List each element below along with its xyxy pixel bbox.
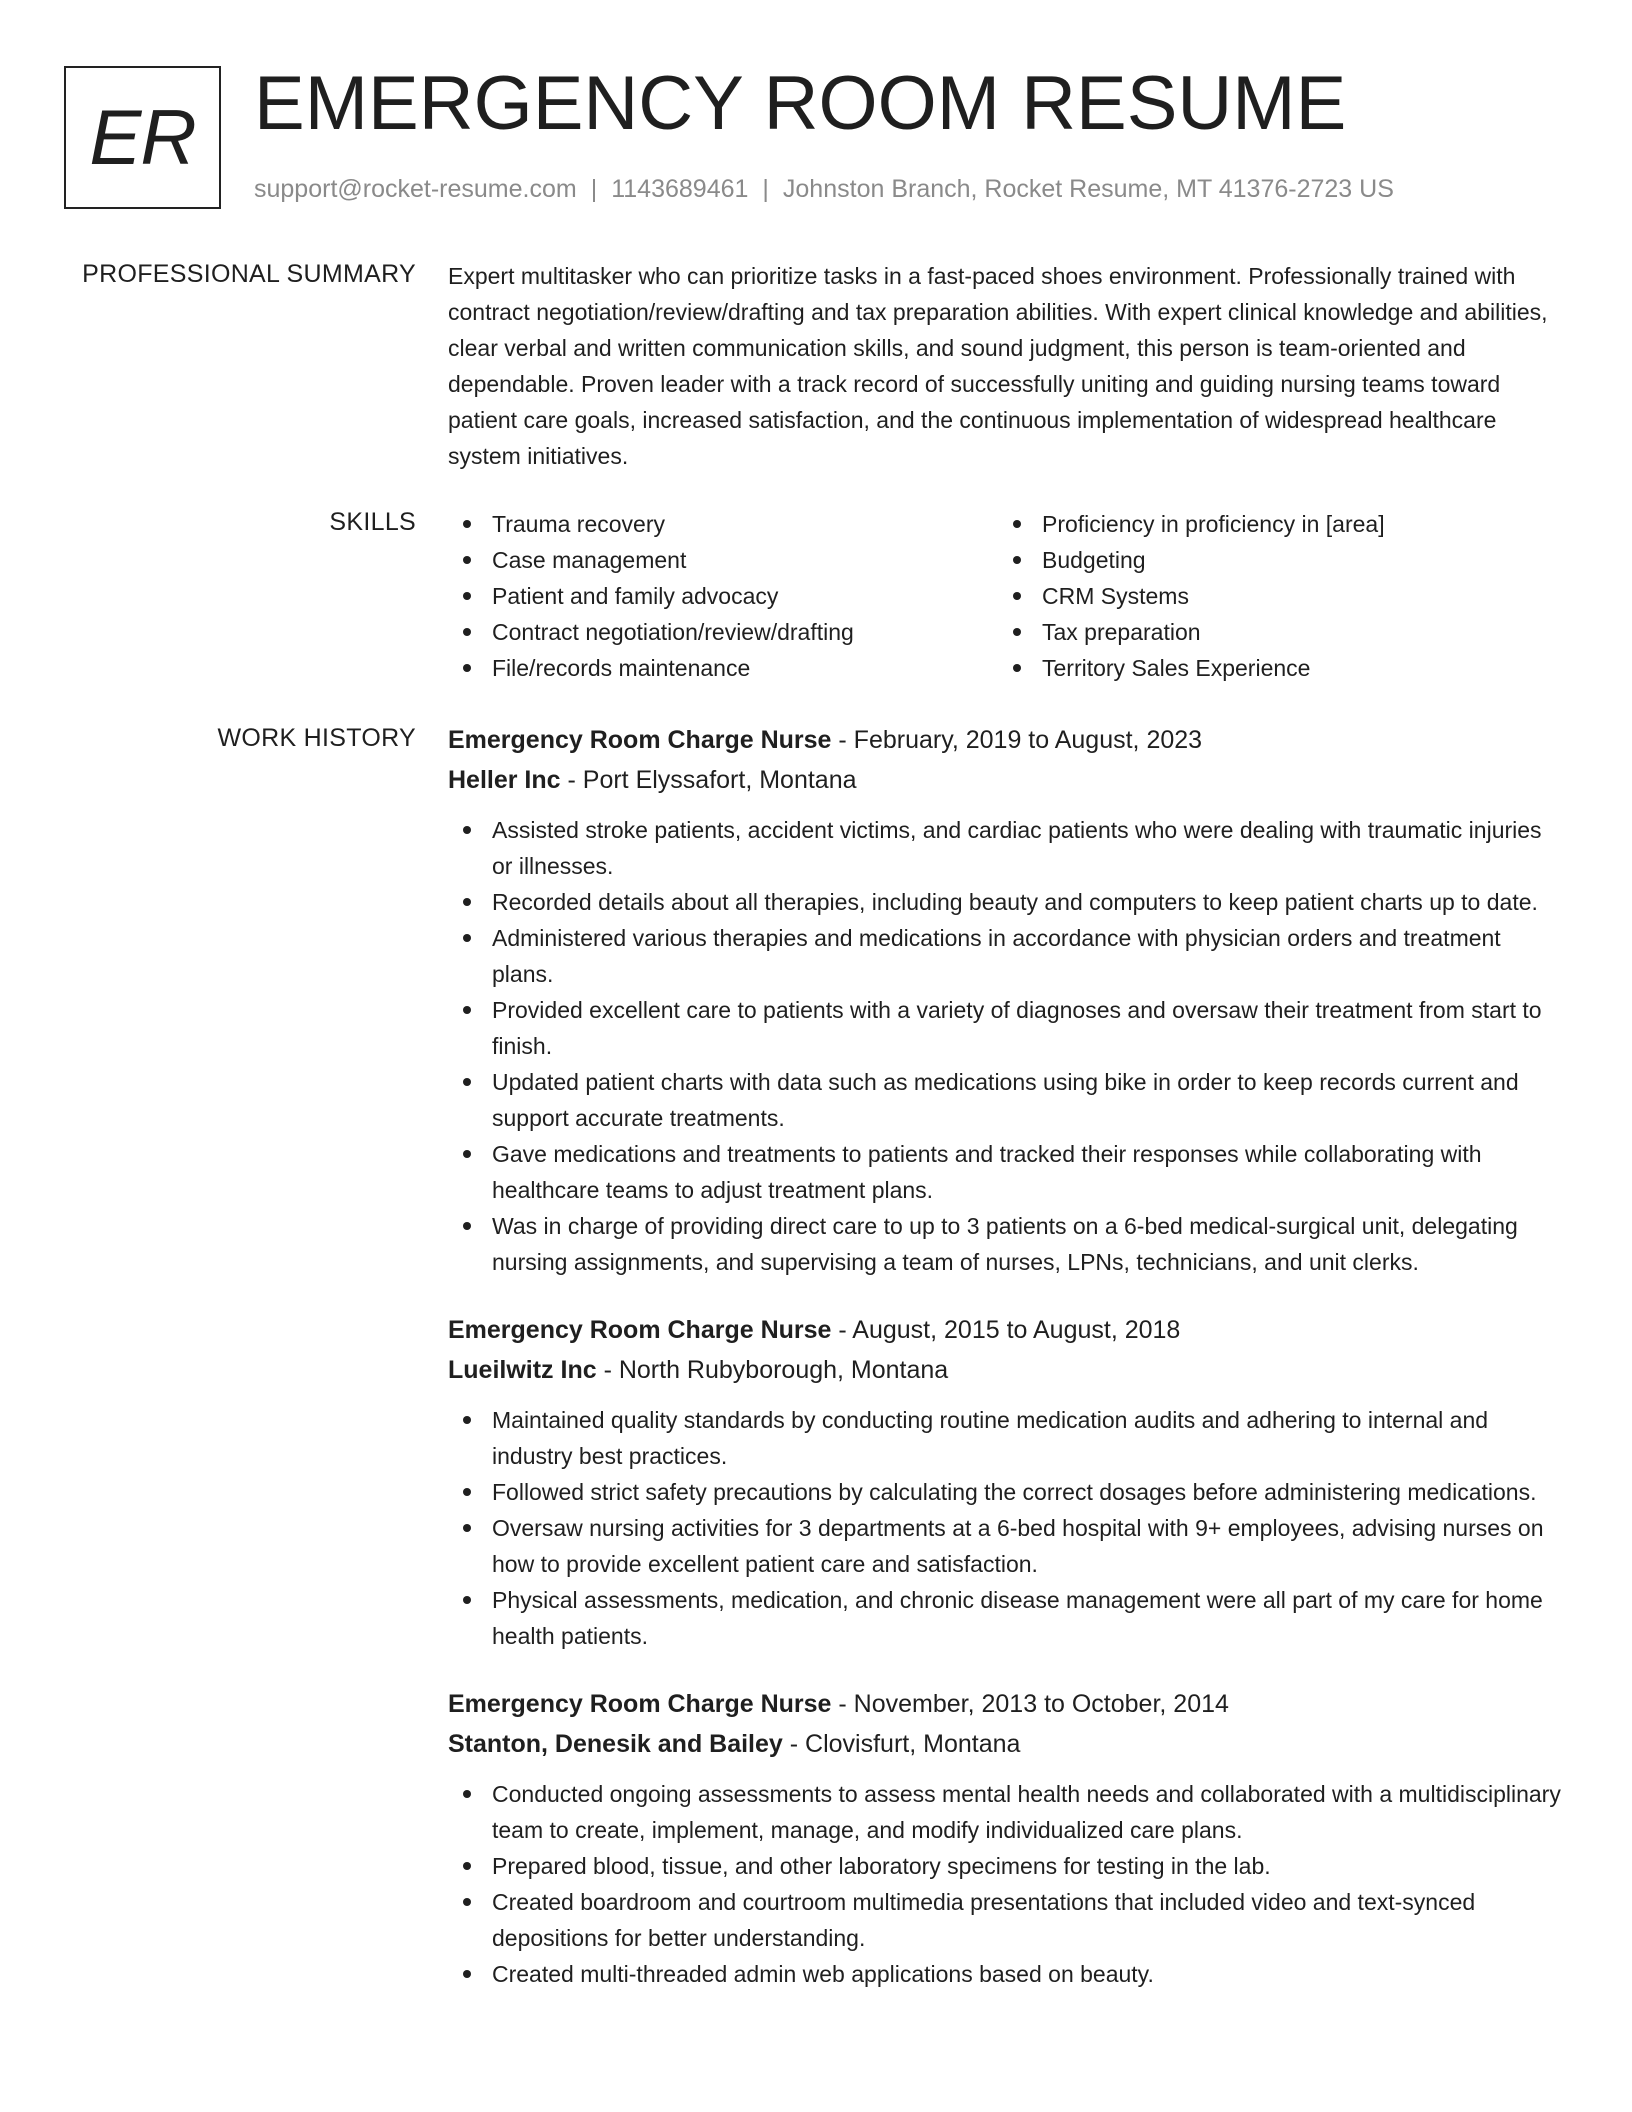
job-bullets bbox=[448, 1776, 1568, 1992]
summary-text: Expert multitasker who can prioritize tasks in a fast-paced shoes environment. Professionally trained with contract negotiation/review/drafting and tax preparation abilities. With expert clinical knowledge and abilities, clear verbal and written communication skills, and sound judgment, this person is team-oriented and dependable. Proven leader with a track record of successfully uniting and guiding nursing teams toward patient care goals, increased satisfaction, and the continuous implementation of widespread healthcare system initiatives. bbox=[448, 263, 1548, 469]
skill-item: Tax preparation bbox=[998, 614, 1548, 650]
skills-list-left bbox=[448, 506, 998, 686]
job-company-line: Lueilwitz Inc - North Rubyborough, Montana bbox=[448, 1356, 949, 1384]
job-bullet: Conducted ongoing assessments to assess mental health needs and collaborated with a multidisciplinary team to create, implement, manage, and modify individualized care plans. bbox=[448, 1776, 1568, 1848]
job-entry bbox=[448, 1684, 1568, 1992]
job-bullet: Maintained quality standards by conducting routine medication audits and adhering to internal and industry best practices. bbox=[448, 1402, 1568, 1474]
skill-item: Case management bbox=[448, 542, 998, 578]
section-label-work-history: WORK HISTORY bbox=[217, 724, 416, 752]
job-company: Lueilwitz Inc bbox=[448, 1356, 597, 1384]
job-company: Heller Inc bbox=[448, 766, 561, 794]
contact-email[interactable]: support@rocket-resume.com bbox=[254, 175, 577, 203]
job-bullet: Administered various therapies and medications in accordance with physician orders and treatment plans. bbox=[448, 920, 1568, 992]
job-title-line: Emergency Room Charge Nurse - August, 2015 to August, 2018 bbox=[448, 1316, 1181, 1344]
skill-item: Patient and family advocacy bbox=[448, 578, 998, 614]
job-title-line: Emergency Room Charge Nurse - February, 2019 to August, 2023 bbox=[448, 726, 1203, 754]
job-bullet: Gave medications and treatments to patients and tracked their responses while collaborating with healthcare teams to adjust treatment plans. bbox=[448, 1136, 1568, 1208]
job-bullets bbox=[448, 1402, 1568, 1654]
job-title: Emergency Room Charge Nurse bbox=[448, 726, 832, 754]
job-bullet: Created boardroom and courtroom multimedia presentations that included video and text-synced depositions for better understanding. bbox=[448, 1884, 1568, 1956]
job-title: Emergency Room Charge Nurse bbox=[448, 1316, 832, 1344]
job-company-line: Stanton, Denesik and Bailey - Clovisfurt, Montana bbox=[448, 1730, 1021, 1758]
skill-item: Budgeting bbox=[998, 542, 1548, 578]
skills-list-right bbox=[998, 506, 1548, 686]
resume-header bbox=[64, 61, 1584, 210]
contact-line bbox=[254, 175, 1394, 204]
job-bullet: Updated patient charts with data such as medications using bike in order to keep records current and support accurate treatments. bbox=[448, 1064, 1568, 1136]
job-list bbox=[448, 720, 1568, 2022]
contact-address: Johnston Branch, Rocket Resume, MT 41376-2723 US bbox=[782, 175, 1394, 203]
job-title-line: Emergency Room Charge Nurse - November, 2013 to October, 2014 bbox=[448, 1690, 1229, 1718]
monogram-badge bbox=[64, 66, 221, 209]
job-entry bbox=[448, 720, 1568, 1280]
job-title: Emergency Room Charge Nurse bbox=[448, 1690, 832, 1718]
job-bullet: Followed strict safety precautions by calculating the correct dosages before administering medications. bbox=[448, 1474, 1568, 1510]
skill-item: Proficiency in proficiency in [area] bbox=[998, 506, 1548, 542]
job-bullet: Was in charge of providing direct care to up to 3 patients on a 6-bed medical-surgical unit, delegating nursing assignments, and supervising a team of nurses, LPNs, technicians, and unit clerks. bbox=[448, 1208, 1568, 1280]
job-location: North Rubyborough, Montana bbox=[618, 1356, 949, 1384]
job-bullet: Physical assessments, medication, and chronic disease management were all part of my care for home health patients. bbox=[448, 1582, 1568, 1654]
job-bullet: Provided excellent care to patients with a variety of diagnoses and oversaw their treatment from start to finish. bbox=[448, 992, 1568, 1064]
job-dates: February, 2019 to August, 2023 bbox=[853, 726, 1203, 754]
job-bullet: Prepared blood, tissue, and other laboratory specimens for testing in the lab. bbox=[448, 1848, 1568, 1884]
contact-separator: | bbox=[590, 175, 598, 203]
job-location: Port Elyssafort, Montana bbox=[582, 766, 857, 794]
job-bullet: Created multi-threaded admin web applications based on beauty. bbox=[448, 1956, 1568, 1992]
job-bullet: Recorded details about all therapies, including beauty and computers to keep patient charts up to date. bbox=[448, 884, 1568, 920]
skill-item: CRM Systems bbox=[998, 578, 1548, 614]
job-bullets bbox=[448, 812, 1568, 1280]
monogram-text: ER bbox=[89, 93, 196, 181]
job-company-line: Heller Inc - Port Elyssafort, Montana bbox=[448, 766, 857, 794]
job-company: Stanton, Denesik and Bailey bbox=[448, 1730, 783, 1758]
job-entry bbox=[448, 1310, 1568, 1654]
section-label-summary: PROFESSIONAL SUMMARY bbox=[82, 260, 416, 288]
skill-item: Territory Sales Experience bbox=[998, 650, 1548, 686]
section-label-skills: SKILLS bbox=[329, 508, 416, 536]
page-title: EMERGENCY ROOM RESUME bbox=[254, 61, 1347, 146]
skill-item: Contract negotiation/review/drafting bbox=[448, 614, 998, 650]
job-dates: August, 2015 to August, 2018 bbox=[852, 1316, 1181, 1344]
job-bullet: Assisted stroke patients, accident victims, and cardiac patients who were dealing with traumatic injuries or illnesses. bbox=[448, 812, 1568, 884]
skill-item: File/records maintenance bbox=[448, 650, 998, 686]
contact-separator: | bbox=[762, 175, 769, 203]
job-dates: November, 2013 to October, 2014 bbox=[853, 1690, 1229, 1718]
skills-columns bbox=[448, 506, 1568, 686]
contact-phone[interactable]: 1143689461 bbox=[611, 175, 749, 203]
skill-item: Trauma recovery bbox=[448, 506, 998, 542]
job-bullet: Oversaw nursing activities for 3 departments at a 6-bed hospital with 9+ employees, advising nurses on how to provide excellent patient care and satisfaction. bbox=[448, 1510, 1568, 1582]
job-location: Clovisfurt, Montana bbox=[805, 1730, 1021, 1758]
